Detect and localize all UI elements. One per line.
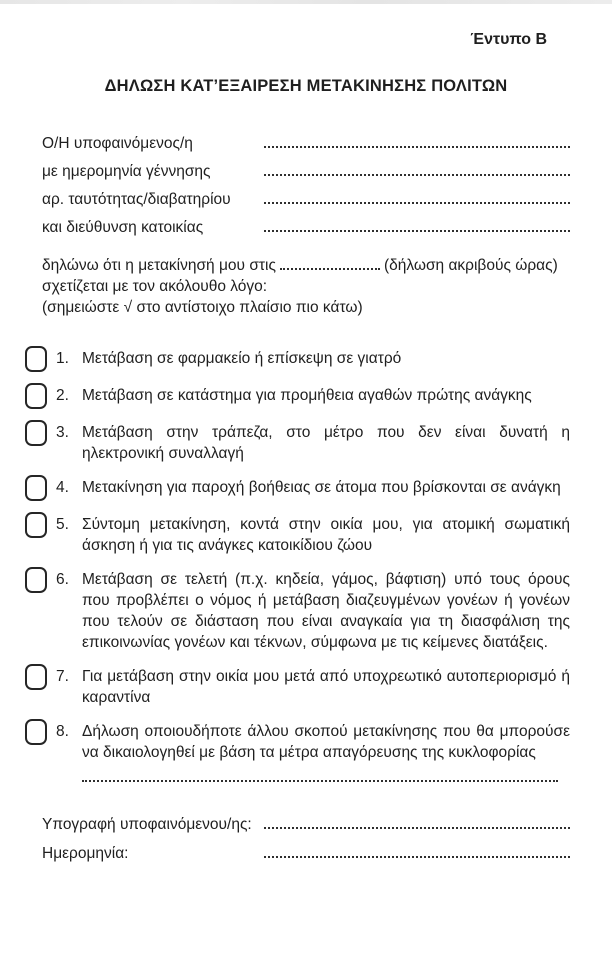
declaration-paragraph: [42, 255, 570, 318]
birthdate-fill-line[interactable]: [264, 174, 570, 176]
reason-text: Μετακίνηση για παροχή βοήθειας σε άτομα που βρίσκονται σε ανάγκη: [82, 479, 561, 496]
reason-number: 6.: [56, 571, 69, 588]
reason-4-checkbox[interactable]: [25, 475, 47, 501]
reason-text: Σύντομη μετακίνηση, κοντά στην οικία μου, για ατομική σωματική άσκηση ή για τις ανάγκες κατοικίδιου ζώου: [82, 516, 570, 554]
reason-number: 2.: [56, 387, 69, 404]
form-title: ΔΗΛΩΣΗ ΚΑΤ’ΕΞΑΙΡΕΣΗ ΜΕΤΑΚΙΝΗΣΗΣ ΠΟΛΙΤΩΝ: [104, 77, 508, 95]
reason-number: 4.: [56, 479, 69, 496]
reason-text: Μετάβαση στην τράπεζα, στο μέτρο που δεν είναι δυνατή η ηλεκτρονική συναλλαγή: [82, 424, 570, 462]
other-reason-fill-line[interactable]: [82, 763, 558, 782]
reason-text: Για μετάβαση στην οικία μου μετά από υποχρεωτικό αυτοπεριορισμό ή καραντίνα: [82, 668, 570, 706]
reason-2-checkbox[interactable]: [25, 383, 47, 409]
reason-text: [82, 721, 570, 784]
reason-item-1: [25, 348, 570, 372]
declaration-line1: [42, 255, 570, 276]
form-code-label: Έντυπο Β: [470, 31, 547, 48]
date-row: [42, 843, 570, 864]
reason-6-checkbox[interactable]: [25, 567, 47, 593]
id-number-fill-line[interactable]: [264, 202, 570, 204]
reason-item-4: [25, 477, 570, 501]
field-label-id-number: αρ. ταυτότητας/διαβατηρίου: [42, 191, 231, 208]
signature-fill-line[interactable]: [264, 827, 570, 829]
reason-7-checkbox[interactable]: [25, 664, 47, 690]
reason-number: 1.: [56, 350, 69, 367]
field-label-name: Ο/Η υποφαινόμενος/η: [42, 135, 193, 152]
reason-item-5: [25, 514, 570, 556]
field-row: [42, 217, 570, 238]
reason-checklist: [25, 348, 570, 784]
reason-text: Μετάβαση σε κατάστημα για προμήθεια αγαθών πρώτης ανάγκης: [82, 387, 532, 404]
reason-number: 8.: [56, 723, 69, 740]
identity-fields: [42, 133, 570, 238]
field-label-address: και διεύθυνση κατοικίας: [42, 219, 204, 236]
date-label: Ημερομηνία:: [42, 845, 129, 862]
reason-item-8: [25, 721, 570, 784]
scan-artifact: [0, 0, 612, 4]
reason-number: 7.: [56, 668, 69, 685]
reason-item-3: [25, 422, 570, 464]
field-row: [42, 133, 570, 154]
reason-1-checkbox[interactable]: [25, 346, 47, 372]
signature-block: [42, 814, 570, 864]
reason-text-content: Δήλωση οποιουδήποτε άλλου σκοπού μετακίνησης που θα μπορούσε να δικαιολογηθεί με βάση τα μέτρα απαγόρευσης της κυκλοφορίας: [82, 723, 570, 761]
reason-text: Μετάβαση σε φαρμακείο ή επίσκεψη σε γιατρό: [82, 350, 402, 367]
reason-5-checkbox[interactable]: [25, 512, 47, 538]
reason-item-2: [25, 385, 570, 409]
time-fill-line[interactable]: [280, 268, 380, 270]
reason-item-6: [25, 569, 570, 653]
field-label-birthdate: με ημερομηνία γέννησης: [42, 163, 211, 180]
reason-number: 3.: [56, 424, 69, 441]
reason-3-checkbox[interactable]: [25, 420, 47, 446]
address-fill-line[interactable]: [264, 230, 570, 232]
field-row: [42, 189, 570, 210]
declaration-line1-before: δηλώνω ότι η μετακίνησή μου στις: [42, 257, 276, 274]
reason-number: 5.: [56, 516, 69, 533]
reason-8-checkbox[interactable]: [25, 719, 47, 745]
date-fill-line[interactable]: [264, 856, 570, 858]
declaration-line3: (σημειώστε √ στο αντίστοιχο πλαίσιο πιο κάτω): [42, 299, 363, 316]
reason-text: Μετάβαση σε τελετή (π.χ. κηδεία, γάμος, βάφτιση) υπό τους όρους που προβλέπει ο νόμος ή μετάβαση διαζευγμένων γονέων ή γονέων που τελούν σε διάσταση που είναι αναγκαία για τη διασφάλιση της επικοινωνίας γονέων και τέκνων, σύμφωνα με τις κείμενες διατάξεις.: [82, 571, 570, 651]
signature-label: Υπογραφή υποφαινόμενου/ης:: [42, 816, 252, 833]
declaration-line1-after: (δήλωση ακριβούς ώρας): [383, 257, 558, 274]
reason-item-7: [25, 666, 570, 708]
name-fill-line[interactable]: [264, 146, 570, 148]
signature-row: [42, 814, 570, 835]
field-row: [42, 161, 570, 182]
declaration-line2: σχετίζεται με τον ακόλουθο λόγο:: [42, 278, 268, 295]
